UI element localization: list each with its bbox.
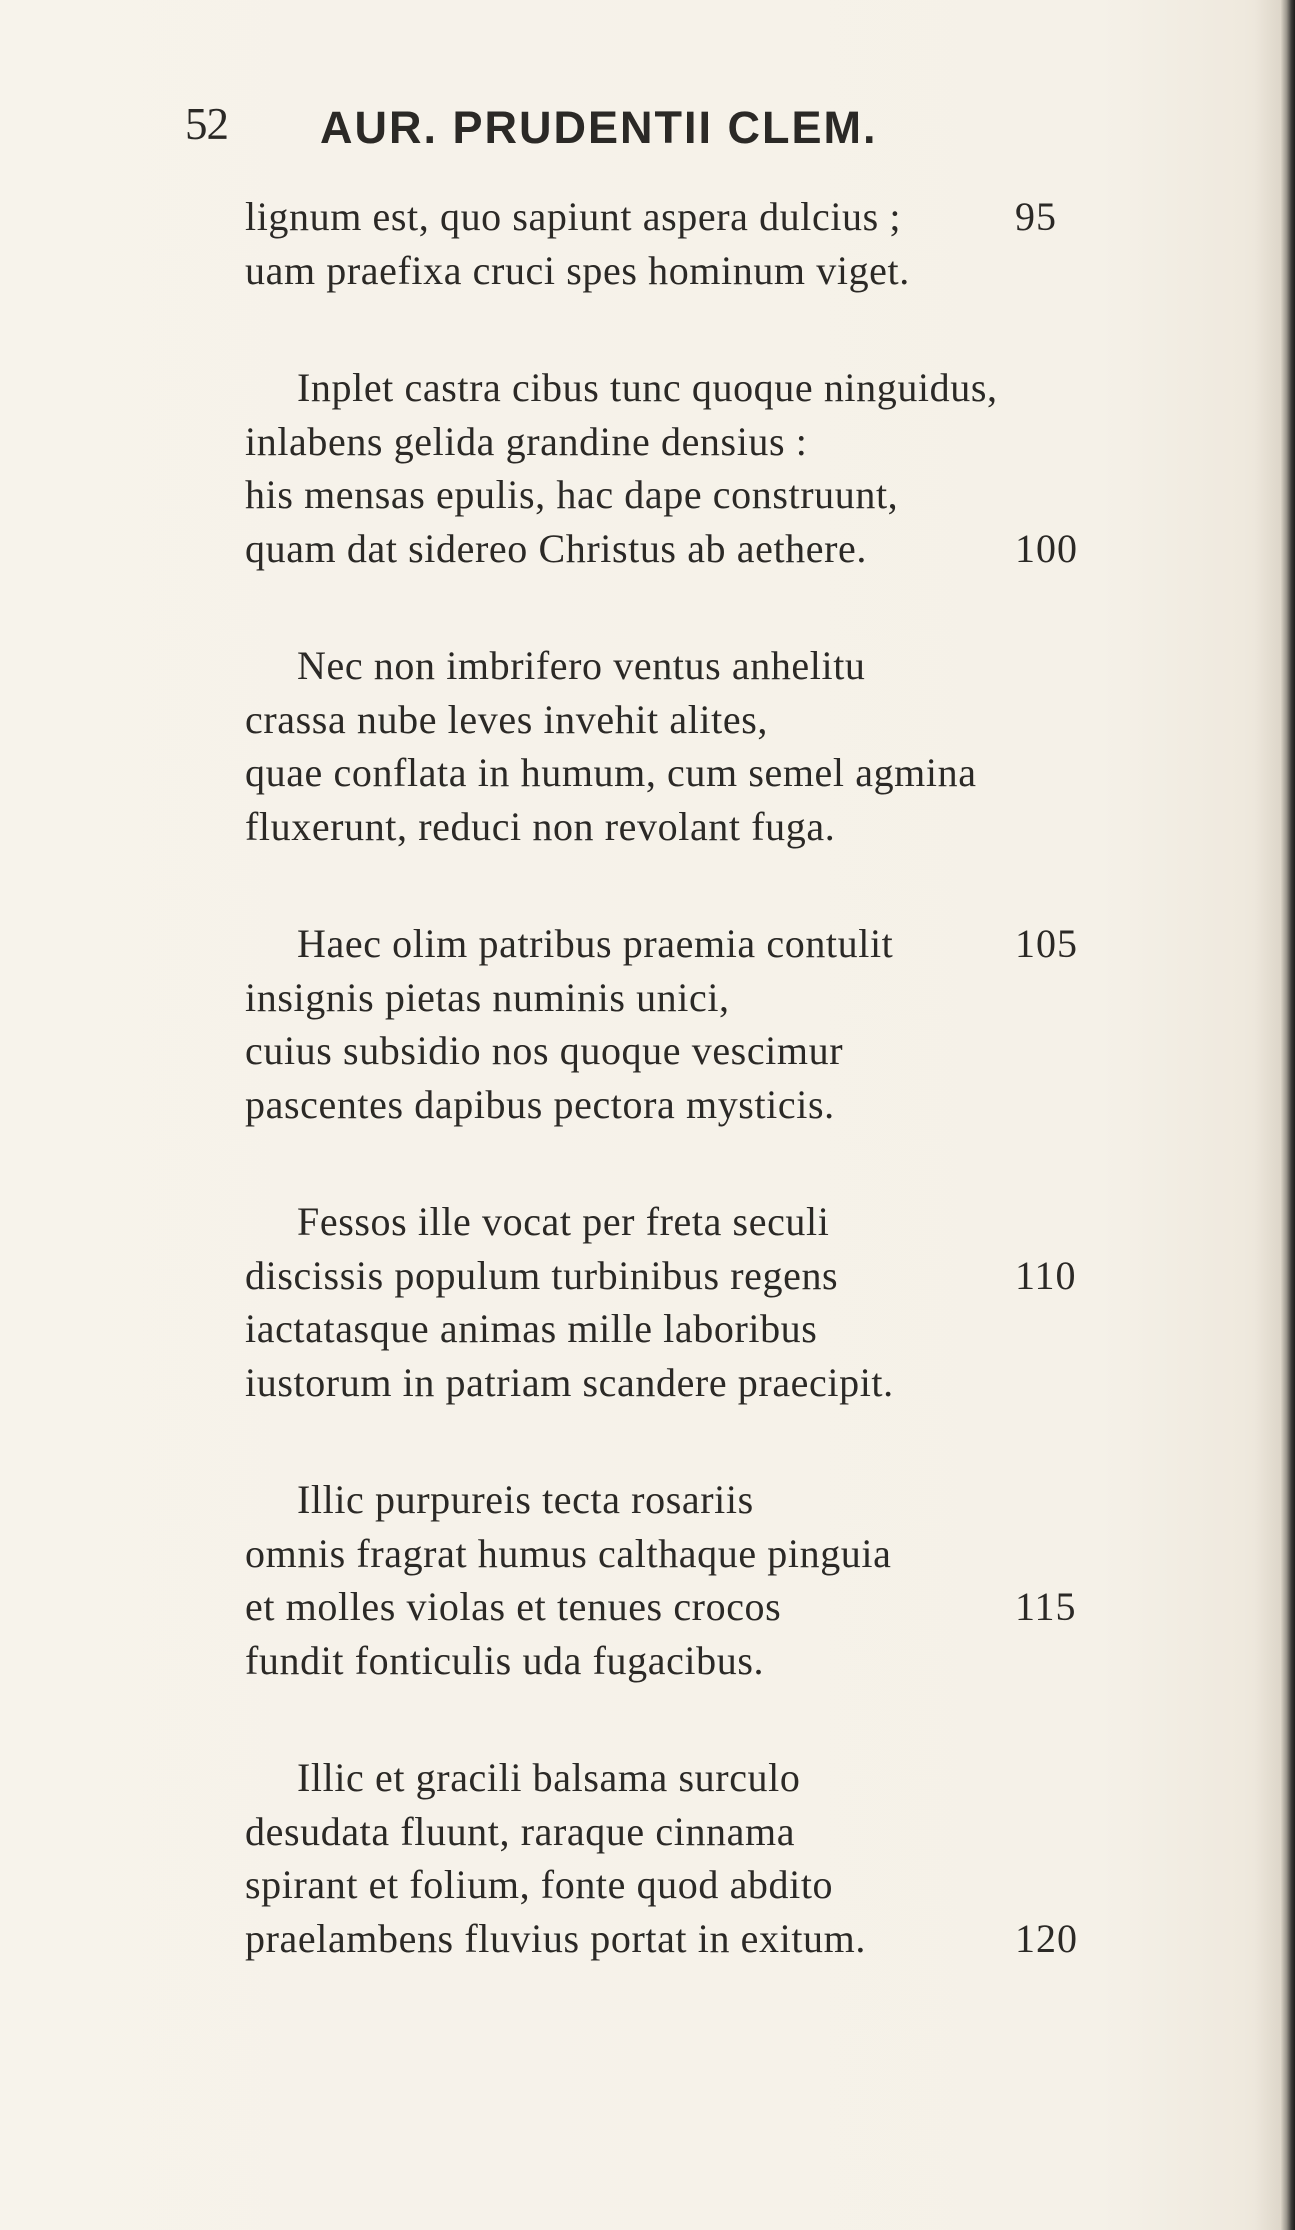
verse-text: lignum est, quo sapiunt aspera dulcius ; — [245, 194, 902, 239]
verse-line — [245, 1473, 1145, 1527]
verse-line — [245, 415, 1145, 469]
verse-line — [245, 1858, 1145, 1912]
verse-line — [245, 639, 1145, 693]
verse-line — [245, 361, 1145, 415]
stanza — [245, 639, 1145, 853]
stanza — [245, 1195, 1145, 1409]
stanza — [245, 190, 1145, 297]
verse-line — [245, 1195, 1145, 1249]
line-number: 105 — [1015, 921, 1078, 966]
verse-line — [245, 971, 1145, 1025]
verse-text: inlabens gelida grandine densius : — [245, 418, 808, 464]
verse-text: fluxerunt, reduci non revolant fuga. — [245, 803, 836, 849]
verse-line — [245, 693, 1145, 747]
verse-line — [245, 522, 1145, 576]
verse-line — [245, 917, 1145, 971]
verse-line — [245, 468, 1145, 522]
verse-text: insignis pietas numinis unici, — [245, 974, 730, 1020]
verse-line — [245, 1805, 1145, 1859]
page-number: 52 — [185, 99, 228, 149]
verse-text: uam praefixa cruci spes hominum viget. — [245, 247, 910, 293]
verse-line — [245, 1912, 1145, 1966]
binding-shadow — [1255, 0, 1281, 2230]
poem-body — [245, 190, 1145, 2029]
verse-text: quae conflata in humum, cum semel agmina — [245, 750, 977, 795]
verse-line — [245, 1249, 1145, 1303]
verse-text: cuius subsidio nos quoque vescimur — [245, 1028, 844, 1073]
page-edge — [1281, 0, 1295, 2230]
verse-text: spirant et folium, fonte quod abdito — [245, 1862, 834, 1907]
verse-text: fundit fonticulis uda fugacibus. — [245, 1637, 765, 1683]
verse-text: crassa nube leves invehit alites, — [245, 696, 768, 742]
verse-text: pascentes dapibus pectora mysticis. — [245, 1081, 835, 1127]
verse-line — [245, 1078, 1145, 1132]
verse-line — [245, 1634, 1145, 1688]
verse-line — [245, 244, 1145, 298]
verse-line — [245, 800, 1145, 854]
stanza — [245, 1751, 1145, 1965]
line-number: 115 — [1015, 1584, 1077, 1629]
verse-line — [245, 1580, 1145, 1634]
verse-text: omnis fragrat humus calthaque pinguia — [245, 1530, 892, 1576]
verse-line — [245, 1751, 1145, 1805]
stanza — [245, 917, 1145, 1131]
verse-line — [245, 1302, 1145, 1356]
verse-text: praelambens fluvius portat in exitum. — [245, 1915, 866, 1961]
verse-text: Nec non imbrifero ventus anhelitu — [297, 643, 866, 688]
verse-line — [245, 1356, 1145, 1410]
line-number: 110 — [1015, 1252, 1077, 1298]
verse-text: desudata fluunt, raraque cinnama — [245, 1808, 796, 1854]
line-number: 120 — [1015, 1915, 1078, 1961]
verse-line — [245, 1527, 1145, 1581]
verse-text: discissis populum turbinibus regens — [245, 1252, 839, 1298]
verse-line — [245, 1024, 1145, 1078]
running-head: AUR. PRUDENTII CLEM. — [320, 102, 878, 153]
verse-text: Illic et gracili balsama surculo — [297, 1755, 801, 1800]
verse-text: Haec olim patribus praemia contulit — [297, 921, 894, 966]
verse-text: his mensas epulis, hac dape construunt, — [245, 472, 899, 517]
verse-text: et molles violas et tenues crocos — [245, 1584, 782, 1629]
verse-text: Fessos ille vocat per freta seculi — [297, 1199, 830, 1244]
verse-text: iustorum in patriam scandere praecipit. — [245, 1359, 894, 1405]
verse-text: Inplet castra cibus tunc quoque ninguidus, — [297, 365, 998, 410]
stanza — [245, 361, 1145, 575]
verse-text: Illic purpureis tecta rosariis — [297, 1477, 754, 1522]
line-number: 100 — [1015, 525, 1078, 571]
verse-text: iactatasque animas mille laboribus — [245, 1306, 818, 1351]
verse-text: quam dat sidereo Christus ab aethere. — [245, 525, 868, 571]
stanza — [245, 1473, 1145, 1687]
verse-line — [245, 746, 1145, 800]
verse-line — [245, 190, 1145, 244]
line-number: 95 — [1015, 194, 1057, 239]
